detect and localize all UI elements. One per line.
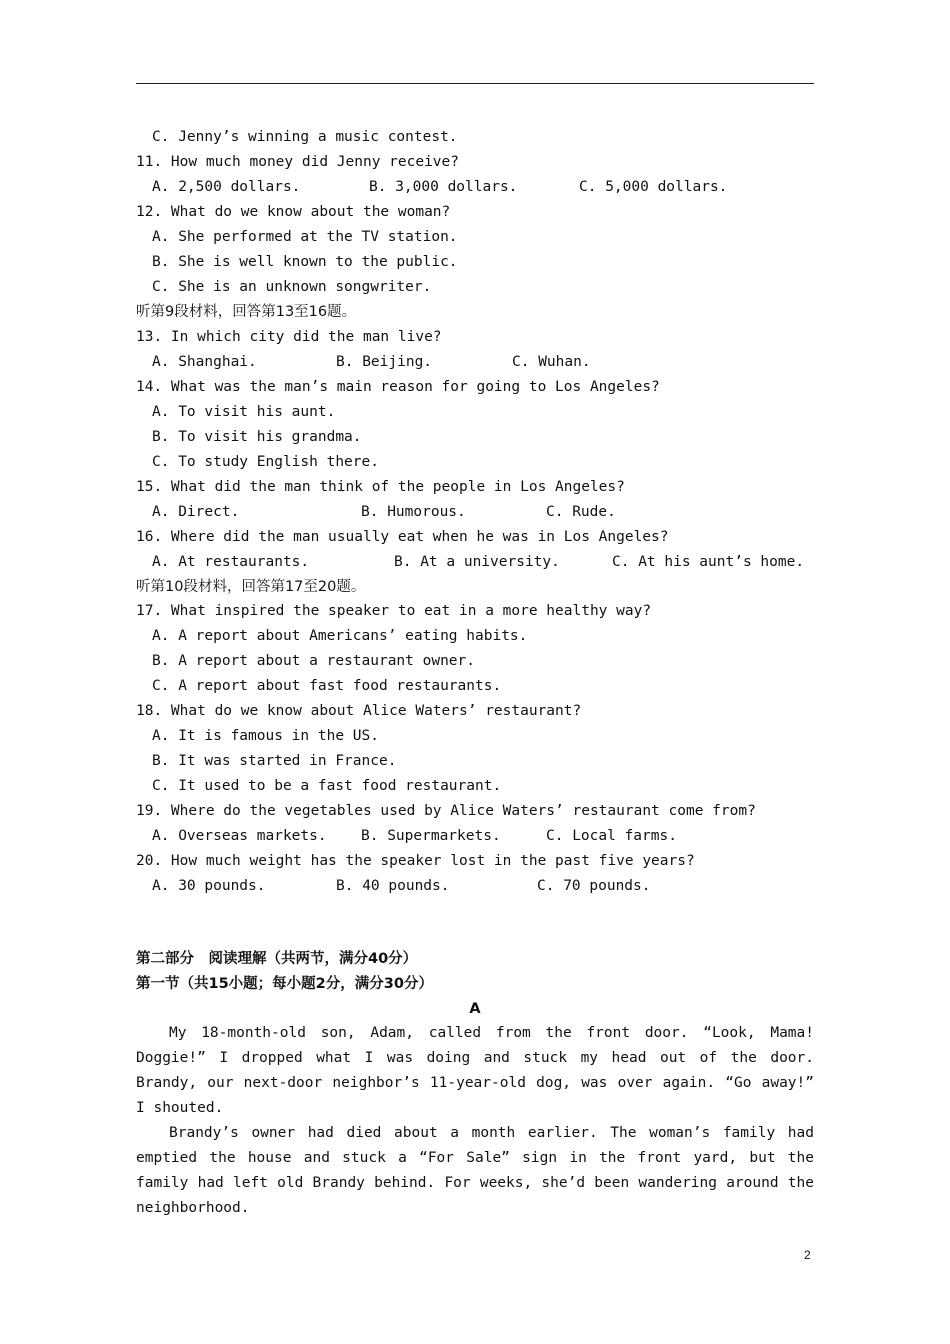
question-13: 13. In which city did the man live? [136, 329, 442, 345]
q15-option-a: A. Direct. [152, 504, 240, 520]
q10-option-c: C. Jenny’s winning a music contest. [152, 129, 458, 145]
section-10-instruction: 听第10段材料，回答第17至20题。 [136, 579, 366, 595]
q17-option-a: A. A report about Americans’ eating habits. [152, 628, 528, 644]
q20-option-c: C. 70 pounds. [537, 878, 651, 894]
question-18: 18. What do we know about Alice Waters’ restaurant? [136, 703, 582, 719]
q11-option-c: C. 5,000 dollars. [579, 179, 728, 195]
question-15: 15. What did the man think of the people in Los Angeles? [136, 479, 625, 495]
passage-paragraph-2-text: Brandy’s owner had died about a month earlier. The woman’s family had emptied the house and stuck a “For Sale” sign in the front yard, but the family had left old Brandy behind. For weeks, she’d been wandering around the neighborhood. [136, 1125, 814, 1216]
q15-option-c: C. Rude. [546, 504, 616, 520]
q16-option-a: A. At restaurants. [152, 554, 310, 570]
q12-option-a: A. She performed at the TV station. [152, 229, 458, 245]
q18-option-a: A. It is famous in the US. [152, 728, 379, 744]
question-19: 19. Where do the vegetables used by Alice Waters’ restaurant come from? [136, 803, 756, 819]
q14-option-b: B. To visit his grandma. [152, 429, 362, 445]
question-11: 11. How much money did Jenny receive? [136, 154, 460, 170]
q20-option-a: A. 30 pounds. [152, 878, 266, 894]
question-16: 16. Where did the man usually eat when he was in Los Angeles? [136, 529, 669, 545]
passage-paragraph-2 [136, 1121, 814, 1221]
q13-option-c: C. Wuhan. [512, 354, 591, 370]
q13-option-b: B. Beijing. [336, 354, 433, 370]
header-rule [136, 83, 814, 84]
q20-option-b: B. 40 pounds. [336, 878, 450, 894]
q15-option-b: B. Humorous. [361, 504, 466, 520]
question-20: 20. How much weight has the speaker lost in the past five years? [136, 853, 695, 869]
passage-paragraph-1 [136, 1021, 814, 1121]
q17-option-b: B. A report about a restaurant owner. [152, 653, 476, 669]
passage-paragraph-1-text: My 18-month-old son, Adam, called from the front door. “Look, Mama! Doggie!” I dropped what I was doing and stuck my head out of the door. Brandy, our next-door neighbor’s 11-year-old dog, was over again. “Go away!” I shouted. [136, 1025, 814, 1116]
q17-option-c: C. A report about fast food restaurants. [152, 678, 502, 694]
q19-option-c: C. Local farms. [546, 828, 677, 844]
question-14: 14. What was the man’s main reason for going to Los Angeles? [136, 379, 660, 395]
q12-option-b: B. She is well known to the public. [152, 254, 458, 270]
q16-option-c: C. At his aunt’s home. [612, 554, 805, 570]
section-1-heading: 第一节（共15小题；每小题2分，满分30分） [136, 976, 433, 992]
question-12: 12. What do we know about the woman? [136, 204, 451, 220]
q18-option-c: C. It used to be a fast food restaurant. [152, 778, 502, 794]
q14-option-c: C. To study English there. [152, 454, 379, 470]
q13-option-a: A. Shanghai. [152, 354, 257, 370]
passage-label: A [469, 1001, 481, 1017]
question-17: 17. What inspired the speaker to eat in a more healthy way? [136, 603, 652, 619]
page-number: 2 [804, 1248, 811, 1262]
q14-option-a: A. To visit his aunt. [152, 404, 336, 420]
q11-option-b: B. 3,000 dollars. [369, 179, 518, 195]
q12-option-c: C. She is an unknown songwriter. [152, 279, 432, 295]
part-2-heading: 第二部分 阅读理解（共两节，满分40分） [136, 951, 418, 967]
q11-option-a: A. 2,500 dollars. [152, 179, 301, 195]
q16-option-b: B. At a university. [394, 554, 560, 570]
section-9-instruction: 听第9段材料，回答第13至16题。 [136, 304, 357, 320]
q19-option-b: B. Supermarkets. [361, 828, 501, 844]
q18-option-b: B. It was started in France. [152, 753, 397, 769]
q19-option-a: A. Overseas markets. [152, 828, 327, 844]
